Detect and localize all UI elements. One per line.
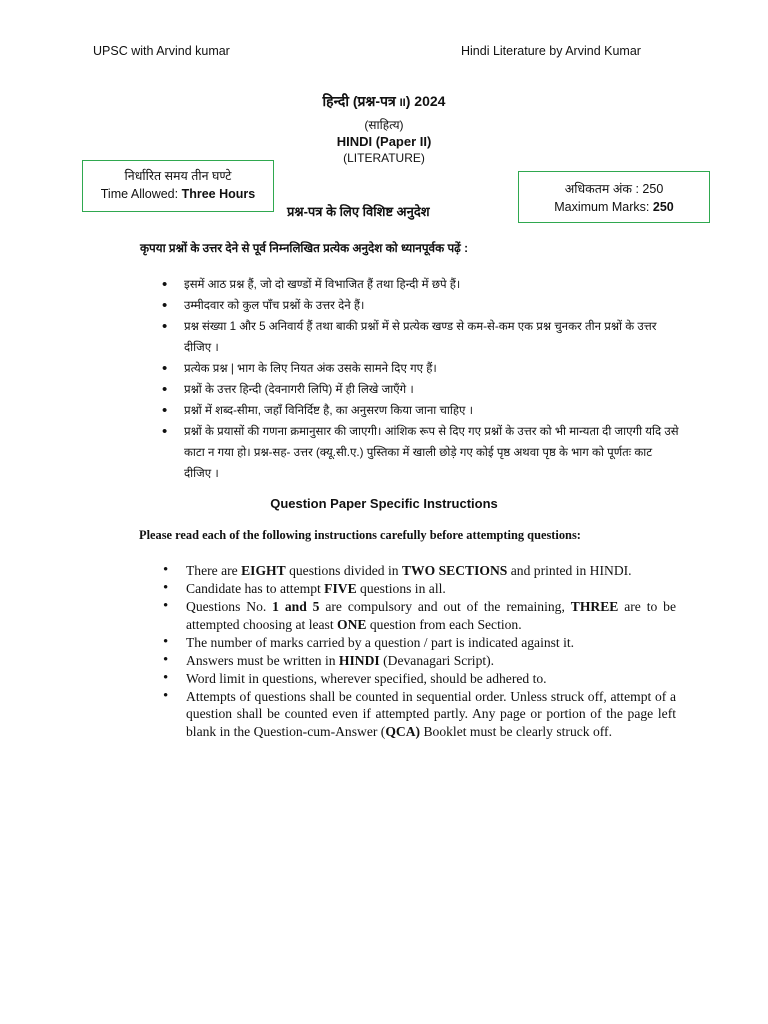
time-allowed-hindi: निर्धारित समय तीन घण्टे: [124, 169, 232, 183]
instruction-text: questions divided in: [285, 563, 402, 578]
english-instruction-item: [160, 652, 676, 670]
emphasis-text: 1 and 5: [272, 599, 320, 614]
emphasis-text: FIVE: [324, 581, 357, 596]
emphasis-text: TWO SECTIONS: [401, 563, 508, 578]
hindi-instruction-item: • इसमें आठ प्रश्न हैं, जो दो खण्डों में विभाजित हैं तथा हिन्दी में छपे हैं।: [160, 274, 680, 295]
english-instruction-item: [160, 670, 676, 688]
english-instruction-item: [160, 634, 676, 652]
title-hindi-suffix: ) 2024: [405, 93, 446, 109]
instruction-text: The number of marks carried by a question / part is indicated against it.: [186, 634, 575, 650]
instruction-text: Word limit in questions, wherever specified, should be adhered to.: [186, 670, 547, 686]
maximum-marks-box: [518, 171, 710, 223]
emphasis-text: THREE: [570, 599, 619, 614]
english-instruction-item: [160, 562, 676, 580]
hindi-instruction-item: • प्रश्नों में शब्द-सीमा, जहाँ विनिर्दिष्ट है, का अनुसरण किया जाना चाहिए ।: [160, 400, 680, 421]
instruction-text: question from each Section.: [366, 616, 522, 632]
time-allowed-value: Three Hours: [181, 187, 256, 201]
header-left: UPSC with Arvind kumar: [93, 44, 230, 58]
instruction-text: Candidate has to attempt: [186, 581, 325, 596]
emphasis-text: HINDI: [338, 652, 380, 668]
english-instructions-heading: Question Paper Specific Instructions: [270, 496, 498, 511]
hindi-instruction-item: • प्रश्न संख्या 1 और 5 अनिवार्य हैं तथा बाकी प्रश्नों में से प्रत्येक खण्ड से कम-से-कम एक प्रश्न चुनकर तीन प्रश्नों के उत्तर दीजिए ।: [160, 316, 680, 358]
header-right: Hindi Literature by Arvind Kumar: [461, 44, 641, 58]
instruction-text: There are: [186, 563, 242, 578]
title-hindi: [0, 92, 768, 111]
emphasis-text: EIGHT: [241, 563, 286, 578]
time-allowed-label: Time Allowed:: [100, 187, 182, 201]
instruction-text: Answers must be written in: [186, 652, 339, 668]
title-hindi-roman: II: [399, 97, 406, 109]
maximum-marks-label: Maximum Marks:: [554, 200, 653, 214]
hindi-instruction-item: • उम्मीदवार को कुल पाँच प्रश्नों के उत्तर देने हैं।: [160, 295, 680, 316]
instruction-text: questions in all.: [356, 581, 446, 596]
english-instruction-item: [160, 598, 676, 633]
maximum-marks-english: [519, 198, 709, 216]
title-hindi-prefix: हिन्दी (प्रश्न-पत्र: [322, 93, 400, 109]
instruction-text: Booklet must be clearly struck off.: [420, 723, 612, 739]
hindi-instruction-item: • प्रश्नों के प्रयासों की गणना क्रमानुसार की जाएगी। आंशिक रूप से दिए गए प्रश्नों के उत्तर को भी मान्यता दी जाएगी यदि उसे काटा न गया हो। प्रश्न-सह- उत्तर (क्यू.सी.ए.) पुस्तिका में खाली छोड़े गए कोई पृष्ठ अथवा पृष्ठ के भाग को पूर्णतः काट दीजिए ।: [160, 421, 680, 484]
hindi-instructions-intro: कृपया प्रश्नों के उत्तर देने से पूर्व निम्नलिखित प्रत्येक अनुदेश को ध्यानपूर्वक पढ़ें :: [140, 241, 468, 255]
instruction-text: Attempts of questions shall be counted in sequential order. Unless struck off, attempt of a question shall be counted even if attempted partly. Any page or portion of the page left blank in the Question-cum-Answer (: [186, 688, 676, 739]
english-instruction-item: [160, 688, 676, 741]
time-allowed-english: [83, 185, 273, 203]
emphasis-text: QCA): [385, 723, 421, 739]
english-instructions-list: [160, 562, 676, 741]
instruction-text: (Devanagari Script).: [379, 652, 495, 668]
maximum-marks-hindi: अधिकतम अंक : 250: [564, 182, 664, 196]
maximum-marks-value: 250: [652, 200, 674, 214]
title-english: HINDI (Paper II): [336, 134, 432, 149]
instruction-text: and printed in HINDI.: [507, 563, 632, 578]
hindi-instructions-list: [160, 274, 680, 484]
english-instruction-item: [160, 580, 676, 598]
time-allowed-box: [82, 160, 274, 212]
hindi-instruction-item: • प्रत्येक प्रश्न | भाग के लिए नियत अंक उसके सामने दिए गए हैं।: [160, 358, 680, 379]
title-english-subtitle: (LITERATURE): [343, 151, 425, 165]
instruction-text: are to be attempted choosing at least: [186, 599, 677, 632]
english-instructions-intro: Please read each of the following instructions carefully before attempting questions:: [139, 528, 581, 542]
title-hindi-subtitle: (साहित्य): [364, 118, 404, 132]
hindi-instruction-item: • प्रश्नों के उत्तर हिन्दी (देवनागरी लिपि) में ही लिखे जाएँगे ।: [160, 379, 680, 400]
instruction-text: Questions No.: [186, 599, 273, 614]
hindi-instructions-heading: प्रश्न-पत्र के लिए विशिष्ट अनुदेश: [287, 204, 430, 219]
instruction-text: are compulsory and out of the remaining,: [319, 599, 571, 614]
emphasis-text: ONE: [337, 616, 367, 632]
